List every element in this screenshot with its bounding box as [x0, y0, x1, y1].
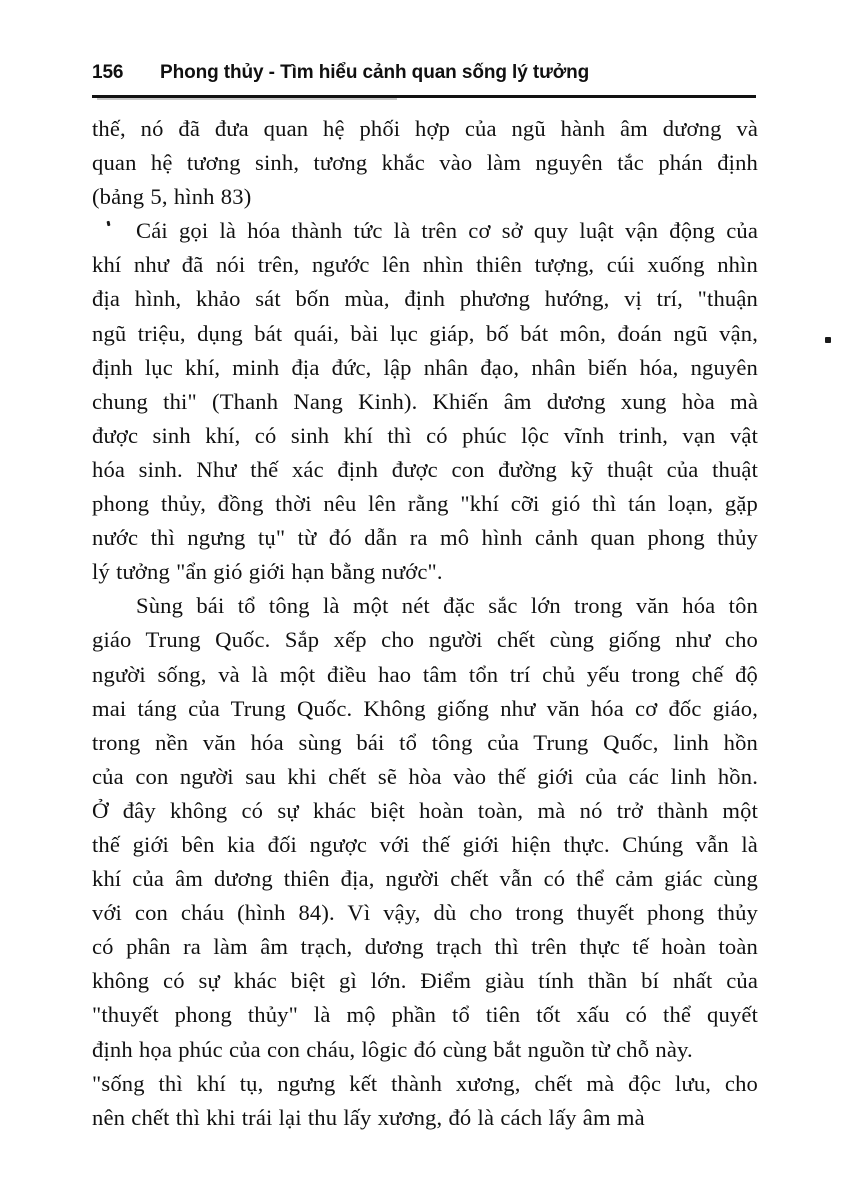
text-line: giáo Trung Quốc. Sắp xếp cho người chết cùng giống như cho [92, 627, 758, 653]
paragraph-1-lines [92, 112, 758, 214]
text-line: khí của âm dương thiên địa, người chết vẫn có thể cảm giác cùng [92, 866, 758, 892]
header-divider-smudge [97, 98, 397, 100]
text-line: quan hệ tương sinh, tương khắc vào làm nguyên tắc phán định [92, 150, 758, 176]
paragraph-2-lines [92, 214, 758, 589]
page-number: 156 [92, 62, 124, 83]
text-line: nên chết thì khi trái lại thu lấy xương, đó là cách lấy âm mà [92, 1104, 645, 1130]
text-line: mai táng của Trung Quốc. Không giống như văn hóa cơ đốc giáo, [92, 695, 758, 721]
text-line: nước thì ngưng tụ" từ đó dẫn ra mô hình cảnh quan phong thủy [92, 525, 758, 551]
text-line: không có sự khác biệt gì lớn. Điểm giàu tính thần bí nhất của [92, 968, 758, 994]
text-line: chung thi" (Thanh Nang Kinh). Khiến âm dương xung hòa mà [92, 388, 758, 414]
text-line: Cái gọi là hóa thành tức là trên cơ sở quy luật vận động của [136, 218, 758, 244]
paragraph-4 [92, 1067, 758, 1135]
text-line: định họa phúc của con cháu, lôgic đó cùng bắt nguồn từ chỗ này. [92, 1036, 693, 1062]
ink-speck-right-margin [825, 337, 831, 343]
running-title: Phong thủy - Tìm hiểu cảnh quan sống lý tưởng [160, 62, 590, 83]
text-line: địa hình, khảo sát bốn mùa, định phương hướng, vị trí, "thuận [92, 286, 758, 312]
text-line: Ở đây không có sự khác biệt hoàn toàn, mà nó trở thành một [92, 797, 758, 823]
text-line: ngũ triệu, dụng bát quái, bài lục giáp, bố bát môn, đoán ngũ vận, [92, 320, 758, 346]
paragraph-3-lines [92, 589, 758, 1066]
text-line: trong nền văn hóa sùng bái tổ tông của Trung Quốc, linh hồn [92, 729, 758, 755]
text-line: định lục khí, minh địa đức, lập nhân đạo, nhân biến hóa, nguyên [92, 354, 758, 380]
text-line: (bảng 5, hình 83) [92, 184, 252, 210]
text-line: "sống thì khí tụ, ngưng kết thành xương, chết mà độc lưu, cho [92, 1070, 758, 1096]
text-line: với con cháu (hình 84). Vì vậy, dù cho trong thuyết phong thủy [92, 900, 758, 926]
text-line: được sinh khí, có sinh khí thì có phúc lộc vĩnh trinh, vạn vật [92, 422, 758, 448]
page-header [92, 62, 756, 84]
paragraph-1 [92, 112, 758, 214]
paragraph-2 [92, 214, 758, 589]
text-line: của con người sau khi chết sẽ hòa vào thế giới của các linh hồn. [92, 763, 758, 789]
text-line: lý tưởng "ẩn gió giới hạn bằng nước". [92, 559, 443, 585]
text-line: có phân ra làm âm trạch, dương trạch thì trên thực tế hoàn toàn [92, 934, 758, 960]
text-line: hóa sinh. Như thế xác định được con đường kỹ thuật của thuật [92, 456, 758, 482]
paragraph-3 [92, 589, 758, 1066]
text-line: khí như đã nói trên, ngước lên nhìn thiên tượng, cúi xuống nhìn [92, 252, 758, 278]
text-line: thế giới bên kia đối ngược với thế giới hiện thực. Chúng vẫn là [92, 831, 758, 857]
text-line: "thuyết phong thủy" là mộ phần tổ tiên tốt xấu có thể quyết [92, 1002, 758, 1028]
paragraph-4-lines [92, 1067, 758, 1135]
text-line: Sùng bái tổ tông là một nét đặc sắc lớn trong văn hóa tôn [136, 593, 758, 619]
page-body [92, 112, 758, 1135]
text-line: người sống, và là một điều hao tâm tổn trí chủ yếu trong chế độ [92, 661, 758, 687]
text-line: phong thủy, đồng thời nêu lên rằng "khí cỡi gió thì tán loạn, gặp [92, 491, 758, 517]
text-line: thế, nó đã đưa quan hệ phối hợp của ngũ hành âm dương và [92, 116, 758, 141]
